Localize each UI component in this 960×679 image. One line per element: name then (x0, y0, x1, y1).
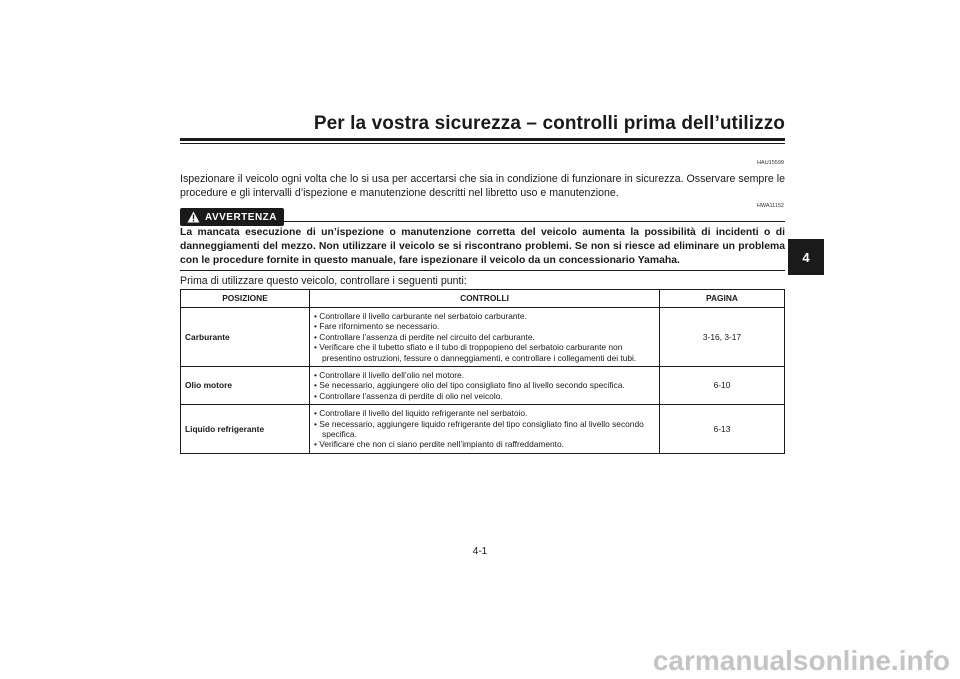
check-list (314, 311, 655, 363)
row-page: 3-16, 3-17 (660, 308, 785, 367)
title-rule (180, 138, 785, 141)
row-position: Olio motore (181, 367, 310, 405)
row-checks (310, 367, 660, 405)
warning-reference-code: HWA11152 (756, 203, 784, 209)
title-rule-thin (180, 143, 785, 144)
row-page: 6-13 (660, 405, 785, 454)
intro-reference-code: HAU15599 (757, 160, 784, 166)
table-row (181, 367, 785, 405)
check-item: • Controllare l’assenza di perdite di olio nel veicolo. (314, 391, 655, 401)
column-header-checks: CONTROLLI (310, 290, 660, 308)
row-checks (310, 405, 660, 454)
column-header-page: PAGINA (660, 290, 785, 308)
check-list (314, 370, 655, 401)
check-item: • Controllare il livello del liquido refrigerante nel serbatoio. (314, 408, 655, 418)
warning-badge (180, 208, 284, 226)
check-item: • Controllare l’assenza di perdite nel circuito del carburante. (314, 332, 655, 342)
check-item: • Verificare che non ci siano perdite nell’impianto di raffreddamento. (314, 439, 655, 449)
check-item: • Controllare il livello carburante nel serbatoio carburante. (314, 311, 655, 321)
warning-header (180, 208, 785, 226)
column-header-position: POSIZIONE (181, 290, 310, 308)
check-item: • Se necessario, aggiungere liquido refrigerante del tipo consigliato fino al livello secondo specifica. (314, 419, 655, 440)
warning-label: AVVERTENZA (204, 211, 278, 223)
check-item: • Verificare che il tubetto sfiato e il tubo di troppopieno del serbatoio carburante non presentino ostruzioni, fessure o danneggiamenti, e controllare i collegamenti dei tubi. (314, 342, 655, 363)
pre-operation-checks-table (180, 289, 785, 454)
warning-rule (284, 221, 785, 222)
page-number: 4-1 (472, 546, 488, 557)
check-item: • Fare rifornimento se necessario. (314, 321, 655, 331)
table-header-row (181, 290, 785, 308)
row-checks (310, 308, 660, 367)
row-position: Carburante (181, 308, 310, 367)
chapter-tab: 4 (788, 239, 824, 275)
warning-triangle-icon (187, 211, 200, 223)
table-row (181, 405, 785, 454)
check-item: • Controllare il livello dell’olio nel motore. (314, 370, 655, 380)
table-row (181, 308, 785, 367)
page-title: Per la vostra sicurezza – controlli prima dell’utilizzo (313, 113, 785, 134)
check-item: • Se necessario, aggiungere olio del tipo consigliato fino al livello secondo specifica. (314, 380, 655, 390)
intro-paragraph: Ispezionare il veicolo ogni volta che lo si usa per accertarsi che sia in condizione di funzionare in sicurezza. Osservare sempre le procedure e gli intervalli d’ispezione e manutenzione descritti nel libretto uso e manutenzione. (180, 173, 785, 199)
row-page: 6-10 (660, 367, 785, 405)
warning-text: La mancata esecuzione di un’ispezione o manutenzione corretta del veicolo aumenta la possibilità di incidenti o di danneggiamenti del mezzo. Non utilizzare il veicolo se si riscontrano problemi. Se non si riesce ad eliminare un problema con le procedure fornite in questo manuale, fare ispezionare il veicolo da un concessionario Yamaha. (180, 227, 785, 266)
check-list (314, 408, 655, 450)
lead-sentence: Prima di utilizzare questo veicolo, controllare i seguenti punti: (180, 275, 467, 287)
warning-end-rule (180, 270, 785, 271)
watermark: carmanualsonline.info (652, 645, 950, 676)
row-position: Liquido refrigerante (181, 405, 310, 454)
